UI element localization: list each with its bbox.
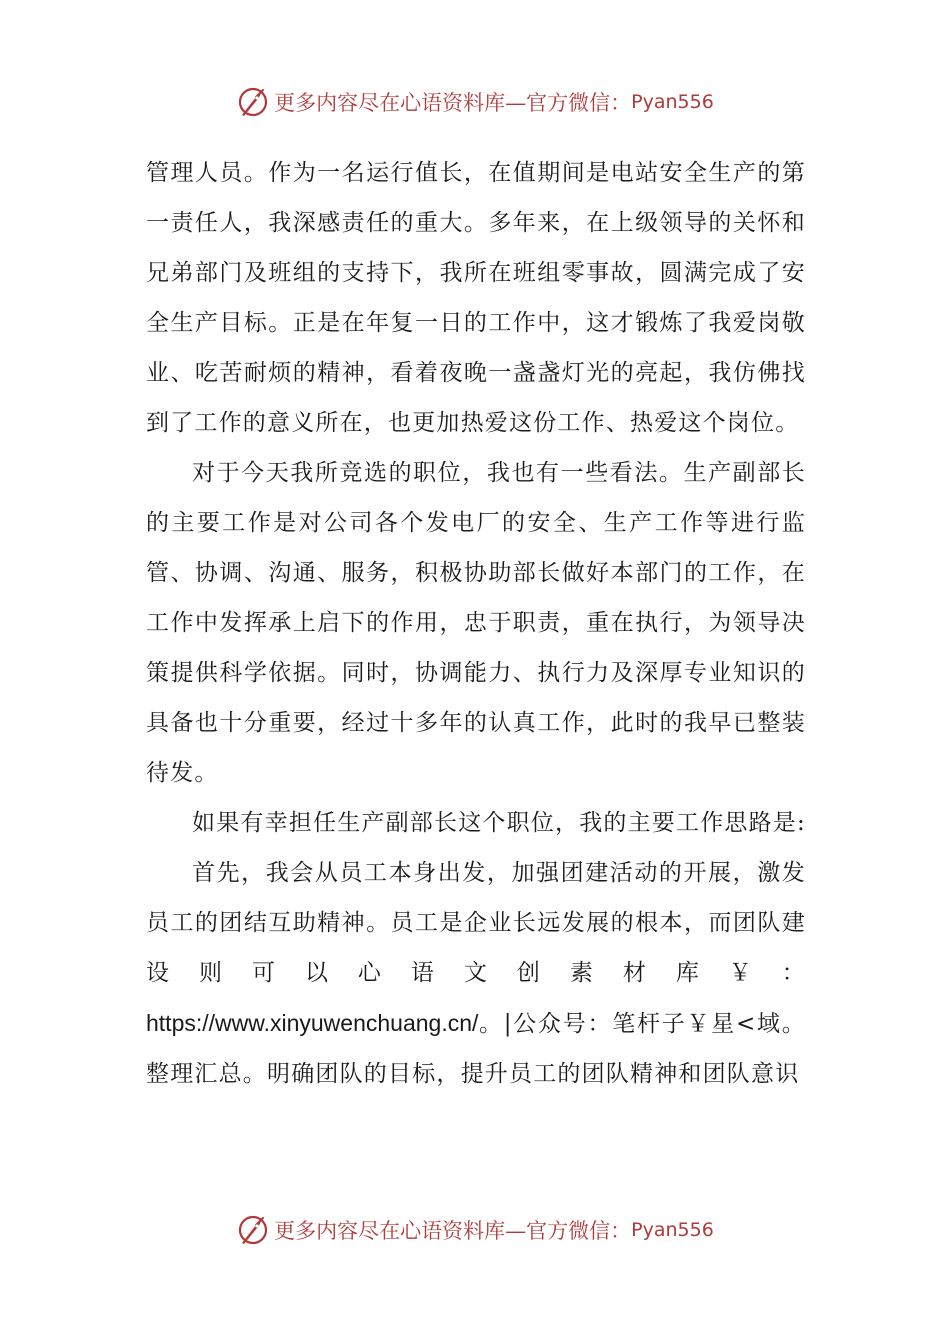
paragraph-1: 管理人员。作为一名运行值长，在值期间是电站安全生产的第一责任人，我深感责任的重大。多年来，在上级领导的关怀和兄弟部门及班组的支持下，我所在班组零事故，圆满完成了安全生产目标。正是在年复一日的工作中，这才锻炼了我爱岗敬业、吃苦耐烦的精神，看着夜晚一盏盏灯光的亮起，我仿佛找到了工作的意义所在，也更加热爱这份工作、热爱这个岗位。: [146, 160, 806, 436]
footer-banner-wechat-id: Pyan556: [631, 1219, 714, 1241]
header-banner-text: 更多内容尽在心语资料库—官方微信：: [274, 91, 632, 115]
footer-banner-text: 更多内容尽在心语资料库—官方微信：: [274, 1219, 632, 1243]
paragraph-4-text-start: 首先，我会从员工本身出发，加强团建活动的开展，激发员工的团结互助精神。员工是企业长远发展的根本，而团队建设则可以心语文创素材库￥：: [146, 860, 806, 986]
source-url-link[interactable]: https://www.xinyuwenchuang.cn/: [146, 1010, 479, 1036]
header-banner: [0, 82, 950, 122]
paragraph-2: 对于今天我所竞选的职位，我也有一些看法。生产副部长的主要工作是对公司各个发电厂的安全、生产工作等进行监管、协调、沟通、服务，积极协助部长做好本部门的工作，在工作中发挥承上启下的作用，忠于职责，重在执行，为领导决策提供科学依据。同时，协调能力、执行力及深厚专业知识的具备也十分重要，经过十多年的认真工作，此时的我早已整装待发。: [146, 460, 806, 786]
paragraph-4-text-end: 。|公众号：笔杆子￥星<域。整理汇总。明确团队的目标，提升员工的团队精神和团队意识: [146, 1011, 806, 1087]
paragraph-3: 如果有幸担任生产副部长这个职位，我的主要工作思路是:: [192, 810, 806, 836]
pen-nib-logo-icon: [236, 1213, 270, 1247]
document-body: [146, 148, 806, 1099]
pen-nib-logo-icon: [236, 85, 270, 119]
header-banner-wechat-id: Pyan556: [631, 91, 714, 113]
paragraph-4: [146, 848, 806, 1099]
footer-banner: [0, 1210, 950, 1250]
